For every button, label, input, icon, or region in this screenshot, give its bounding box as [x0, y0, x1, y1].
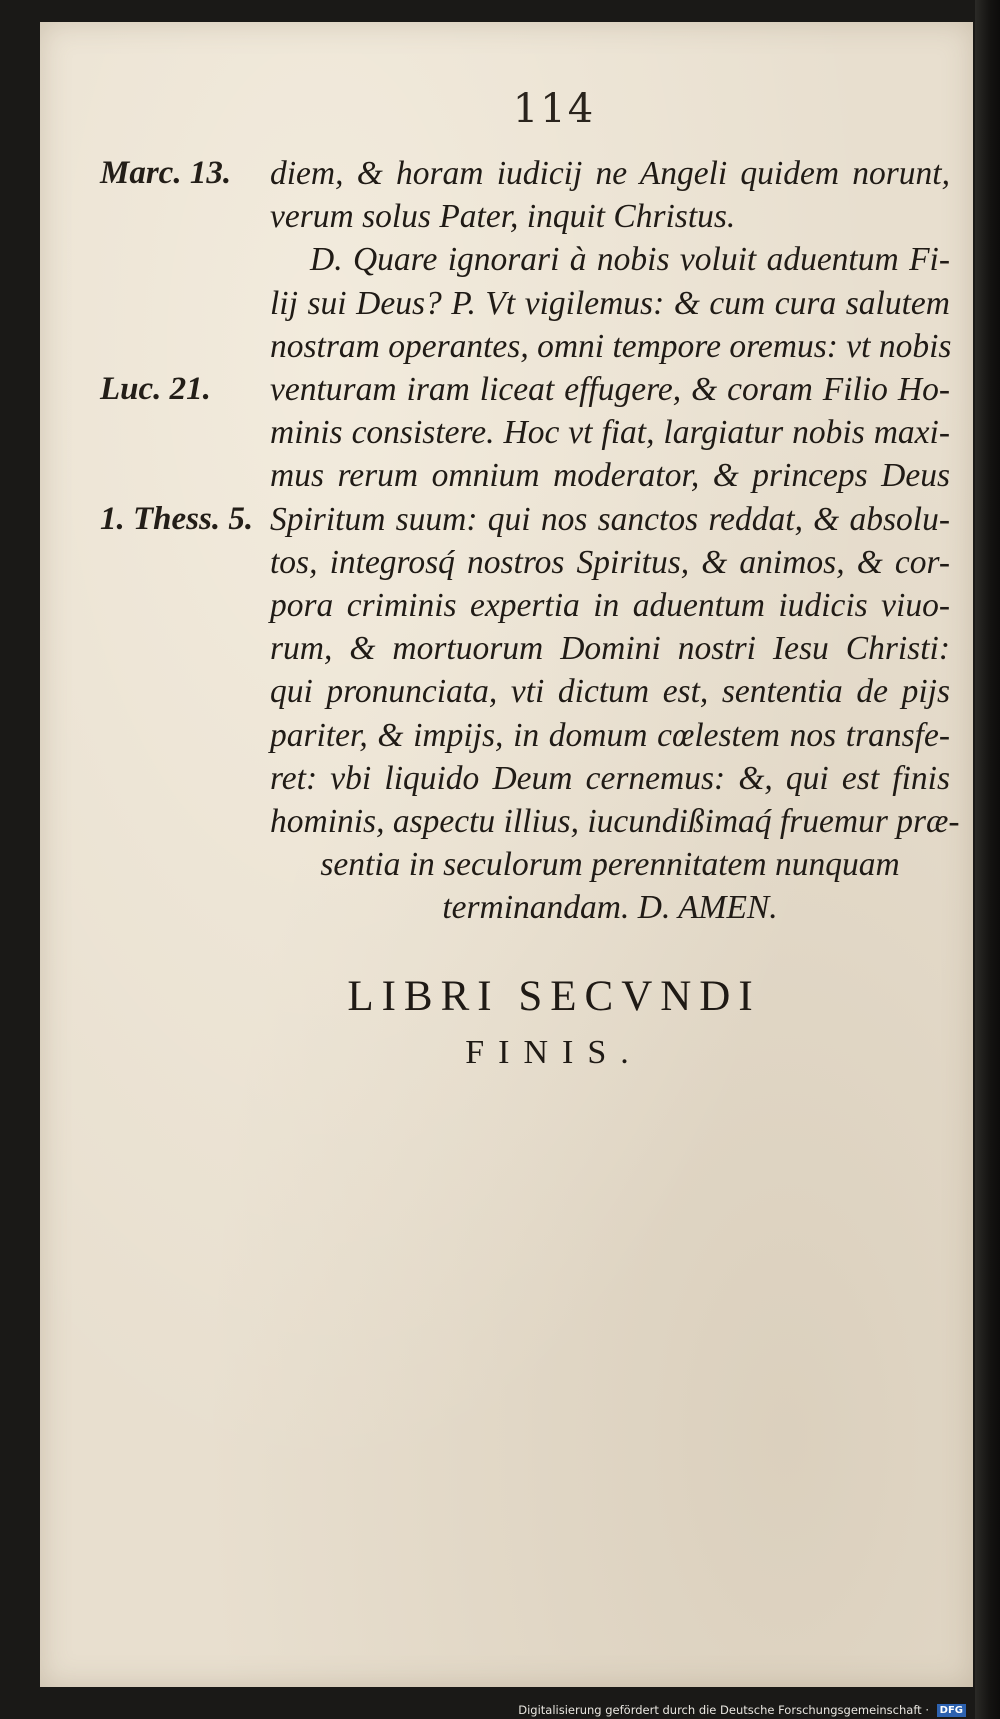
- margin-note-luc: Luc. 21.: [100, 371, 211, 407]
- text-line: rum, & mortuorum Domini nostri Iesu Christi:: [270, 630, 950, 668]
- text-line: terminandam. D. AMEN.: [442, 889, 778, 927]
- book-binding-edge: [975, 0, 1000, 1719]
- text-line: pora criminis expertia in aduentum iudicis viuo-: [270, 587, 950, 625]
- text-line: nostram operantes, omni tempore oremus: vt nobis: [270, 327, 952, 365]
- text-line: minis consistere. Hoc vt fiat, largiatur nobis maxi-: [270, 414, 950, 452]
- footer-credit-text: Digitalisierung gefördert durch die Deutsche Forschungsgemeinschaft ·: [518, 1703, 929, 1717]
- body-text: [270, 152, 960, 930]
- text-line: diem, & horam iudicij ne Angeli quidem norunt,: [270, 155, 950, 192]
- text-line: pariter, & impijs, in domum cœlestem nos transfe-: [270, 716, 950, 754]
- text-line: hominis, aspectu illius, iucundißimaq́ fruemur præ-: [270, 803, 960, 841]
- text-line: qui pronunciata, vti dictum est, sententia de pijs: [270, 673, 950, 711]
- colophon-title: LIBRI SECVNDI: [347, 973, 761, 1020]
- margin-note-thess: 1. Thess. 5.: [100, 501, 254, 537]
- digitization-footer: [518, 1703, 966, 1717]
- text-line: sentia in seculorum perennitatem nunquam: [320, 846, 900, 884]
- text-line: D. Quare ignorari à nobis voluit aduentum Fi-: [310, 241, 950, 279]
- colophon-finis: FINIS.: [465, 1034, 643, 1071]
- text-line: mus rerum omnium moderator, & princeps Deus: [270, 457, 950, 495]
- text-line: verum solus Pater, inquit Christus.: [270, 198, 736, 236]
- text-line: lij sui Deus? P. Vt vigilemus: & cum cura salutem: [270, 284, 950, 322]
- text-line: venturam iram liceat effugere, & coram Filio Ho-: [270, 371, 950, 409]
- text-line: tos, integrosq́ nostros Spiritus, & animos, & cor-: [270, 543, 950, 581]
- text-line: ret: vbi liquido Deum cernemus: &, qui est finis: [270, 759, 950, 797]
- book-page: [40, 22, 973, 1687]
- dfg-logo-icon: DFG: [937, 1704, 966, 1717]
- page-number: 114: [512, 86, 596, 132]
- text-line: Spiritum suum: qui nos sanctos reddat, & absolu-: [270, 500, 950, 538]
- margin-note-marc: Marc. 13.: [100, 155, 232, 191]
